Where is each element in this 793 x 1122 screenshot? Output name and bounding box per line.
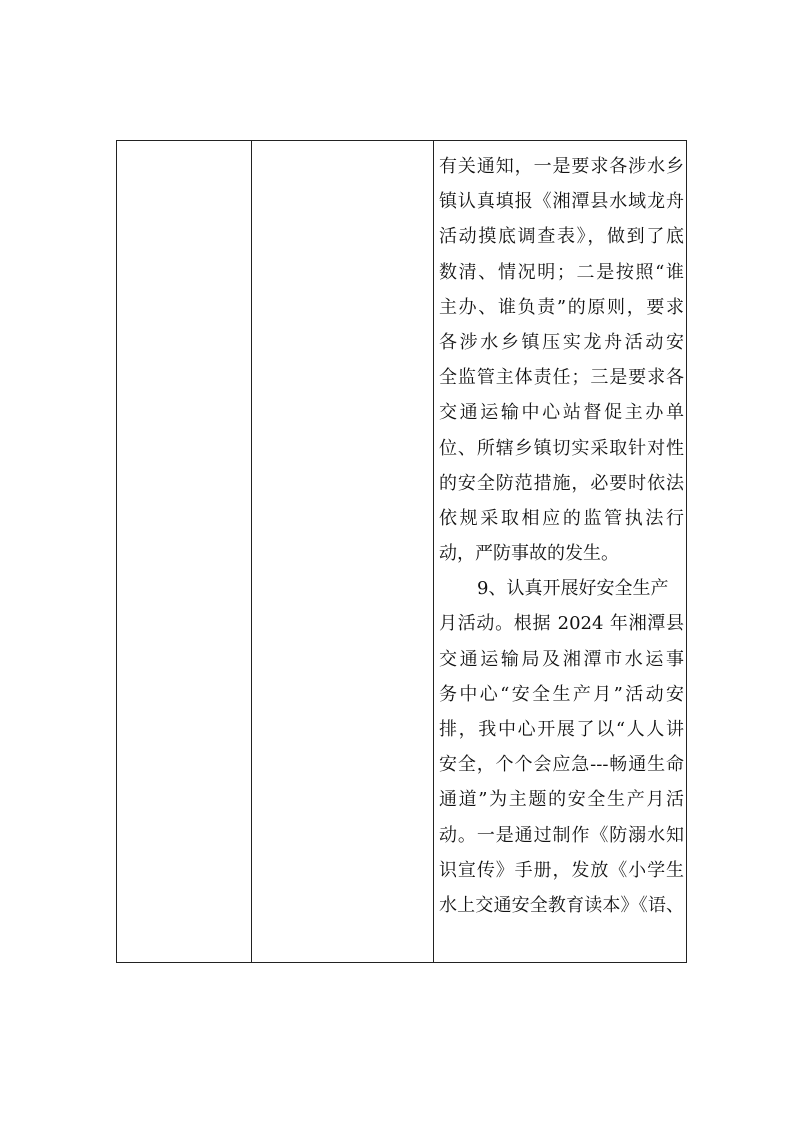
table-cell-col3 xyxy=(434,141,687,963)
table-cell-col1 xyxy=(117,141,252,963)
text-line: 有关通知，一是要求各涉水乡 xyxy=(439,156,684,177)
text-line: 数清、情况明；二是按照“谁 xyxy=(439,261,684,283)
text-line: 各涉水乡镇压实龙舟活动安 xyxy=(439,331,684,353)
text-line: 排，我中心开展了以“人人讲 xyxy=(439,719,684,740)
table-row xyxy=(117,141,687,963)
cell-col3-body xyxy=(434,141,686,923)
text-line: 识宣传》手册，发放《小学生 xyxy=(439,859,684,881)
text-line: 全监管主体责任；三是要求各 xyxy=(439,367,684,389)
text-line: 镇认真填报《湘潭县水域龙舟 xyxy=(439,191,684,213)
table-cell-col2 xyxy=(252,141,434,963)
report-table xyxy=(116,140,687,963)
text-line: 月活动。根据 2024 年湘潭县 xyxy=(439,613,684,635)
text-line: 动，严防事故的发生。 xyxy=(439,543,619,565)
text-line: 水上交通安全教育读本》《语、 xyxy=(439,894,684,916)
text-line: 的安全防范措施，必要时依法 xyxy=(439,472,684,494)
text-line: 9、认真开展好安全生产 xyxy=(477,578,669,600)
text-line: 通道”为主题的安全生产月活 xyxy=(439,789,684,811)
text-line: 动。一是通过制作《防溺水知 xyxy=(439,824,684,846)
text-line: 交通运输局及湘潭市水运事 xyxy=(439,648,684,670)
text-line: 活动摸底调查表》，做到了底 xyxy=(439,226,684,248)
text-line: 主办、谁负责”的原则，要求 xyxy=(439,296,684,318)
text-line: 安全，个个会应急---畅通生命 xyxy=(439,754,684,776)
text-line: 位、所辖乡镇切实采取针对性 xyxy=(439,437,684,459)
text-line: 依规采取相应的监管执法行 xyxy=(439,507,684,529)
text-line: 交通运输中心站督促主办单 xyxy=(439,402,684,424)
text-line: 务中心“安全生产月”活动安 xyxy=(439,683,684,705)
